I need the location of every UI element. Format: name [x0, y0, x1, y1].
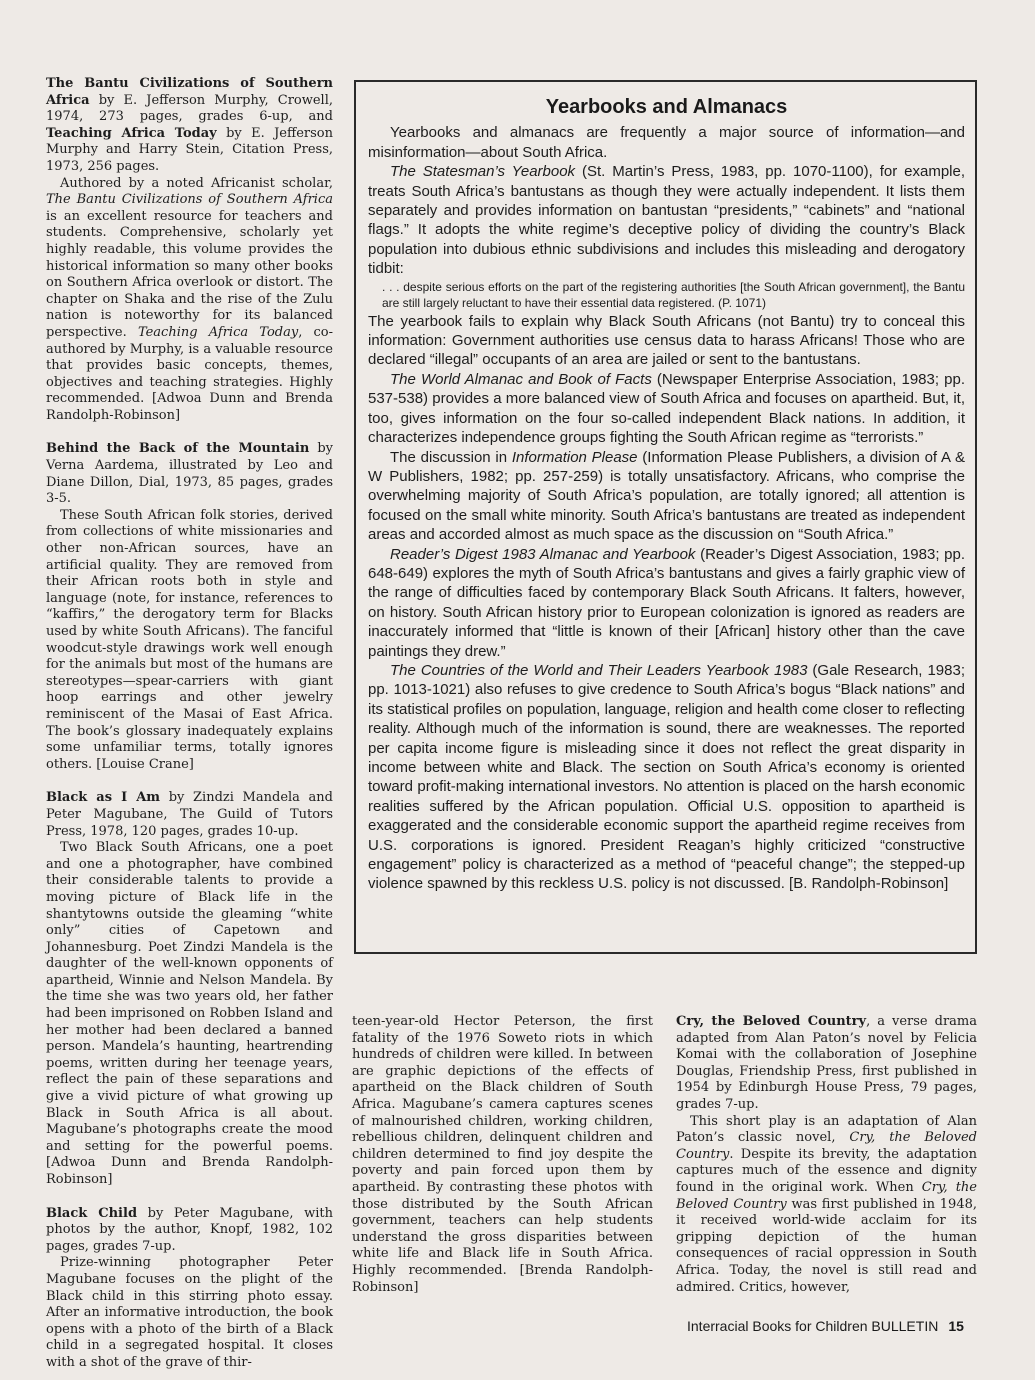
box-paragraph: The World Almanac and Book of Facts (Newspaper Enterprise Association, 1983; pp. 537-538) provides a more balanced view of South Africa and focuses on apartheid. But, it, too, gives information on the four so-called independent Black nations. In addition, it characterizes independence groups fighting the South African regime as “terrorists.”	[368, 370, 965, 447]
box-quote: . . . despite serious efforts on the part of the registering authorities [the South African government], the Bantu are still largely reluctant to have their essential data registered. (P. 1071)	[382, 279, 965, 311]
review-bantu-body: Authored by a noted Africanist scholar, The Bantu Civilizations of Southern Africa is an excellent resource for teachers and students. Comprehensive, scholarly yet highly readable, this volume provides the historical information so many other books on Southern Africa overlook or distort. The chapter on Shaka and the rise of the Zulu nation is noteworthy for its balanced perspective. Teaching Africa Today, co-authored by Murphy, is a valuable resource that provides basic concepts, themes, objectives and teaching strategies. Highly recommended. [Adwoa Dunn and Brenda Randolph-Robinson]	[46, 175, 333, 423]
book-title: The Bantu Civilizations of Southern Africa	[46, 76, 333, 108]
box-paragraph: The Statesman’s Yearbook (St. Martin’s Press, 1983, pp. 1070-1100), for example, treats South Africa’s bantustans as though they were actually independent. It lists them separately and provides information on bantustan “presidents,” “cabinets” and “national flags.” It adopts the white regime’s deceptive policy of dividing the country’s Black population into dubious ethnic subdivisions and includes this misleading and derogatory tidbit:	[368, 163, 965, 278]
page-footer	[687, 1318, 964, 1334]
review-black-child-body: Prize-winning photographer Peter Magubane focuses on the plight of the Black child in this stirring photo essay. After an informative introduction, the book opens with a photo of the birth of a Black child in a segregated hospital. It closes with a shot of the grave of thir-	[46, 1255, 333, 1370]
middle-column	[352, 1014, 653, 1296]
book-title: Black Child	[46, 1205, 138, 1221]
book-title: Cry, the Beloved Country	[676, 1014, 867, 1029]
review-black-child-heading: Black Child by Peter Magubane, with photos by the author, Knopf, 1982, 102 pages, grades 7-up.	[46, 1205, 333, 1254]
box-paragraph: The Countries of the World and Their Leaders Yearbook 1983 (Gale Research, 1983; pp. 1013-1021) also refuses to give credence to South Africa’s bogus “Black nations” and its statistical profiles on population, language, religion and health come closer to reflecting reality. Although much of the information is sound, there are weaknesses. The reported per capita income figure is misleading since it does not reflect the great disparity in income between white and Black. The section on South Africa’s economy is oriented toward profit-making international investors. No attention is placed on the harsh economic realities suffered by the African population. Official U.S. opposition to apartheid is exaggerated and the considerable economic support the apartheid regime receives from U.S. corporations is ignored. President Reagan’s highly criticized “constructive engagement” policy is characterized as a method of “peaceful change”; the stepped-up violence spawned by this reckless U.S. policy is not discussed. [B. Randolph-Robinson]	[368, 661, 965, 893]
book-title: Black as I Am	[46, 790, 161, 806]
review-black-as-i-am-body: Two Black South Africans, one a poet and one a photographer, have combined their considerable talents to provide a moving picture of Black life in the shantytowns outside the gleaming “white only” cities of Capetown and Johannesburg. Poet Zindzi Mandela is the daughter of the well-known opponents of apartheid, Winnie and Nelson Mandela. By the time she was two years old, her father had been imprisoned on Robben Island and her mother had been declared a banned person. Mandela’s haunting, heartrending poems, written during her teenage years, reflect the pain of these separations and give a vivid picture of what growing up Black in South Africa is all about. Magubane’s photographs create the mood and setting for the powerful poems. [Adwoa Dunn and Brenda Randolph-Robinson]	[46, 840, 333, 1187]
review-cry-body: This short play is an adaptation of Alan Paton’s classic novel, Cry, the Beloved Country. Despite its brevity, the adaptation captures much of the essence and dignity found in the original work. When Cry, the Beloved Country was first published in 1948, it received world-wide acclaim for its gripping depiction of the human consequences of racial oppression in South Africa. Today, the novel is still read and admired. Critics, however,	[676, 1113, 977, 1295]
box-paragraph: The yearbook fails to explain why Black South Africans (not Bantu) try to conceal this information: Government authorities use census data to harass Africans! Those who are declared “illegal” occupants of an area are jailed or sent to the bantustans.	[368, 312, 965, 369]
review-black-child-continued: teen-year-old Hector Peterson, the first fatality of the 1976 Soweto riots in which hundreds of children were killed. In between are graphic depictions of the effects of apartheid on the Black children of South Africa. Magubane’s camera captures scenes of malnourished children, working children, rebellious children, delinquent children and children determined to find joy despite the poverty and pain forced upon them by apartheid. By contrasting these photos with those distributed by the South African government, teachers can help students understand the gross disparities between white life and Black life in South Africa. Highly recommended. [Brenda Randolph-Robinson]	[352, 1014, 653, 1295]
review-mountain-body: These South African folk stories, derived from collections of white missionaries and other non-African sources, have an artificial quality. They are removed from their African roots both in style and language (note, for instance, references to “kaffirs,” the derogatory term for Blacks used by white South Africans). The fanciful woodcut-style drawings work well enough for the animals but most of the humans are stereotypes—spear-carriers with giant hoop earrings and other jewelry reminiscent of the Masai of East Africa. The book’s glossary inadequately explains some unfamiliar terms, totally ignores others. [Louise Crane]	[46, 507, 333, 772]
review-black-as-i-am-heading: Black as I Am by Zindzi Mandela and Peter Magubane, The Guild of Tutors Press, 1978, 120 pages, grades 10-up.	[46, 790, 334, 839]
review-bantu-heading: The Bantu Civilizations of Southern Africa by E. Jefferson Murphy, Crowell, 1974, 273 pages, grades 6-up, and Teaching Africa Today by E. Jefferson Murphy and Harry Stein, Citation Press, 1973, 256 pages.	[46, 76, 333, 174]
publication-name: Interracial Books for Children BULLETIN	[687, 1318, 939, 1334]
page-number: 15	[948, 1318, 964, 1334]
review-cry-heading: Cry, the Beloved Country, a verse drama adapted from Alan Paton’s novel by Felicia Komai with the collaboration of Josephine Douglas, Friendship Press, first published in 1954 by Edinburgh House Press, 79 pages, grades 7-up.	[676, 1014, 977, 1112]
box-paragraph: The discussion in Information Please (Information Please Publishers, a division of A & W Publishers, 1982; pp. 257-259) is totally unsatisfactory. Africans, who comprise the overwhelming majority of South Africa’s population, are totally ignored; all attention is focused on the small white minority. South Africa’s bantustans are treated as independent areas and accorded almost as much space as the discussion on “South Africa.”	[368, 448, 965, 544]
book-title: Behind the Back of the Mountain	[46, 441, 310, 457]
book-title: Teaching Africa Today	[46, 125, 217, 141]
box-paragraph: Yearbooks and almanacs are frequently a major source of information—and misinformation—about South Africa.	[368, 124, 965, 161]
right-column	[676, 1014, 977, 1296]
box-heading: Yearbooks and Almanacs	[545, 96, 788, 118]
left-column	[46, 76, 333, 1372]
box-paragraph: Reader’s Digest 1983 Almanac and Yearbook (Reader’s Digest Association, 1983; pp. 648-649) explores the myth of South Africa’s bantustans and gives a fairly graphic view of the range of difficulties faced by contemporary Black South Africans. It falters, however, on history. South African history prior to European colonization is ignored as readers are inaccurately informed that “little is known of their [African] history other than the cave paintings they drew.”	[368, 545, 965, 660]
review-mountain-heading: Behind the Back of the Mountain by Verna Aardema, illustrated by Leo and Diane Dillon, Dial, 1973, 85 pages, grades 3-5.	[46, 441, 333, 507]
yearbooks-sidebar-box	[354, 80, 977, 954]
